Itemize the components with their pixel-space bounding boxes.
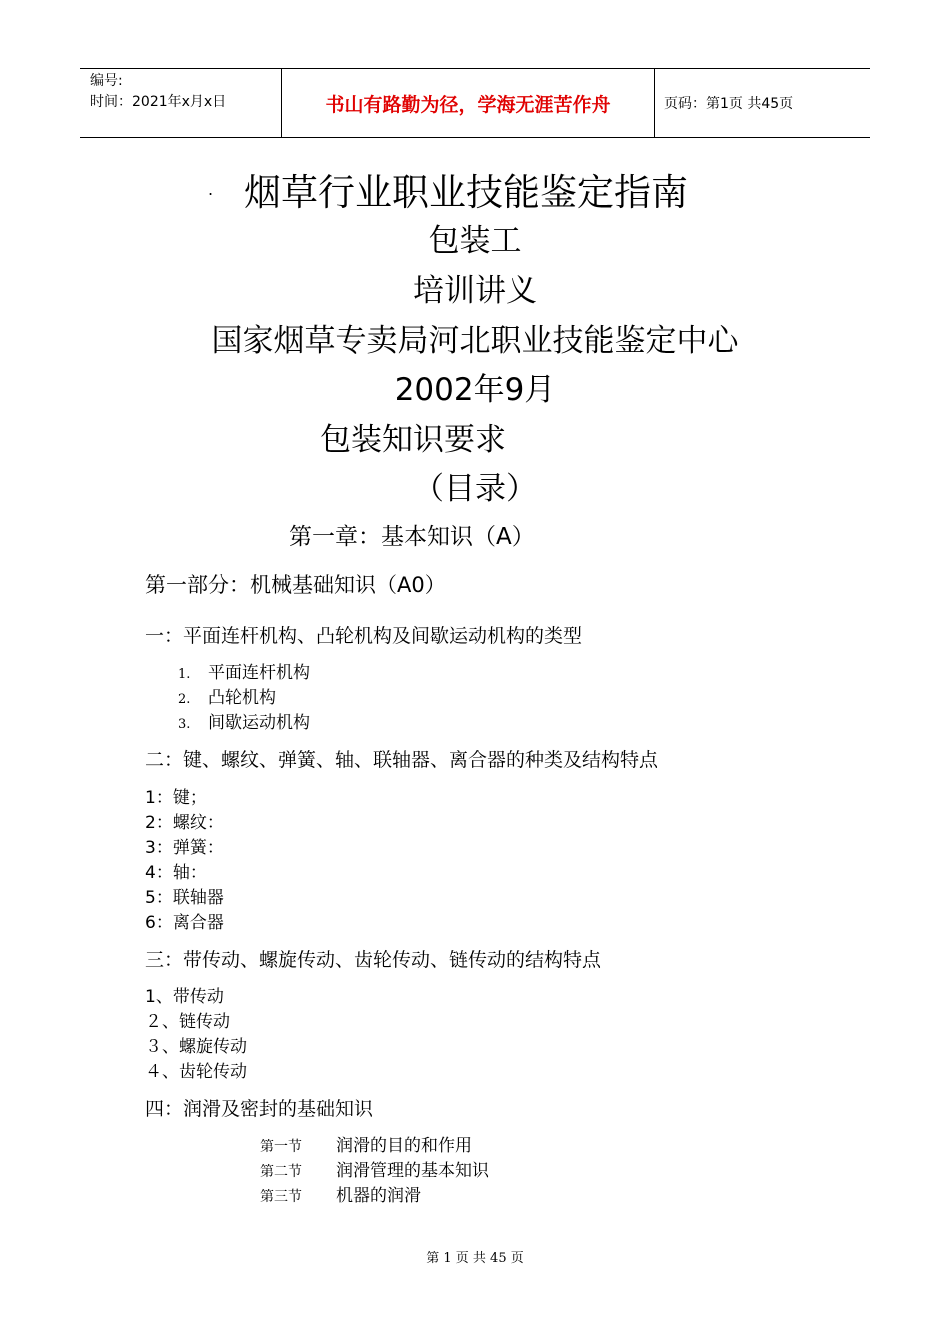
title-line-4: 国家烟草专卖局河北职业技能鉴定中心 xyxy=(211,323,739,359)
section-label: 第二节 xyxy=(260,1164,302,1180)
page-info: 页码：第1页 共45页 xyxy=(664,96,794,112)
list-item: 3：弹簧： xyxy=(145,838,224,858)
list-item xyxy=(260,1181,421,1206)
title-line-6: 包装知识要求 xyxy=(320,422,506,458)
chapter-heading: 第一章：基本知识（A） xyxy=(289,524,535,550)
section-heading-1: 一：平面连杆机构、凸轮机构及间歇运动机构的类型 xyxy=(145,625,583,647)
list-item: ４、齿轮传动 xyxy=(145,1062,247,1082)
list-item-text: 机器的润滑 xyxy=(336,1186,421,1206)
header-left xyxy=(90,71,226,113)
list-item: 1：键； xyxy=(145,788,207,808)
title-bullet: . xyxy=(208,180,214,199)
section-heading-2: 二：键、螺纹、弹簧、轴、联轴器、离合器的种类及结构特点 xyxy=(145,749,659,771)
title-line-7: （目录） xyxy=(413,471,537,507)
list-item xyxy=(178,683,276,708)
title-line-2: 包装工 xyxy=(428,223,522,259)
list-item: 5：联轴器 xyxy=(145,888,224,908)
time-label: 时间：2021年x月x日 xyxy=(90,94,227,110)
title-line-3: 培训讲义 xyxy=(413,273,537,309)
part-heading: 第一部分：机械基础知识（A0） xyxy=(145,573,446,597)
list-item: ３、螺旋传动 xyxy=(145,1037,247,1057)
number-label: 编号: xyxy=(90,73,123,89)
list-item-text: 凸轮机构 xyxy=(208,688,276,708)
header-table xyxy=(80,68,870,138)
title-line-5: 2002年9月 xyxy=(394,372,556,408)
header-divider xyxy=(654,69,655,137)
list-item-number: 3. xyxy=(178,717,191,732)
list-item: 6：离合器 xyxy=(145,913,224,933)
list-item: 2：螺纹： xyxy=(145,813,224,833)
list-item-number: 1. xyxy=(178,667,191,682)
page-footer: 第 1 页 共 45 页 xyxy=(426,1251,524,1266)
section-heading-4: 四：润滑及密封的基础知识 xyxy=(145,1098,374,1120)
list-item-text: 平面连杆机构 xyxy=(208,663,310,683)
list-item-text: 间歇运动机构 xyxy=(208,713,310,733)
list-item xyxy=(260,1131,472,1156)
motto: 书山有路勤为径，学海无涯苦作舟 xyxy=(325,93,611,116)
list-item xyxy=(178,658,310,683)
list-item-number: 2. xyxy=(178,692,191,707)
page-title: 烟草行业职业技能鉴定指南 xyxy=(244,171,688,214)
section-label: 第一节 xyxy=(260,1139,302,1155)
section-heading-3: 三：带传动、螺旋传动、齿轮传动、链传动的结构特点 xyxy=(145,949,602,971)
section-label: 第三节 xyxy=(260,1189,302,1205)
list-item xyxy=(260,1156,489,1181)
list-item: ２、链传动 xyxy=(145,1012,230,1032)
list-item: 1、带传动 xyxy=(145,987,224,1007)
list-item: 4：轴： xyxy=(145,863,207,883)
list-item xyxy=(178,708,310,733)
list-item-text: 润滑管理的基本知识 xyxy=(336,1161,489,1181)
list-item-text: 润滑的目的和作用 xyxy=(336,1136,472,1156)
